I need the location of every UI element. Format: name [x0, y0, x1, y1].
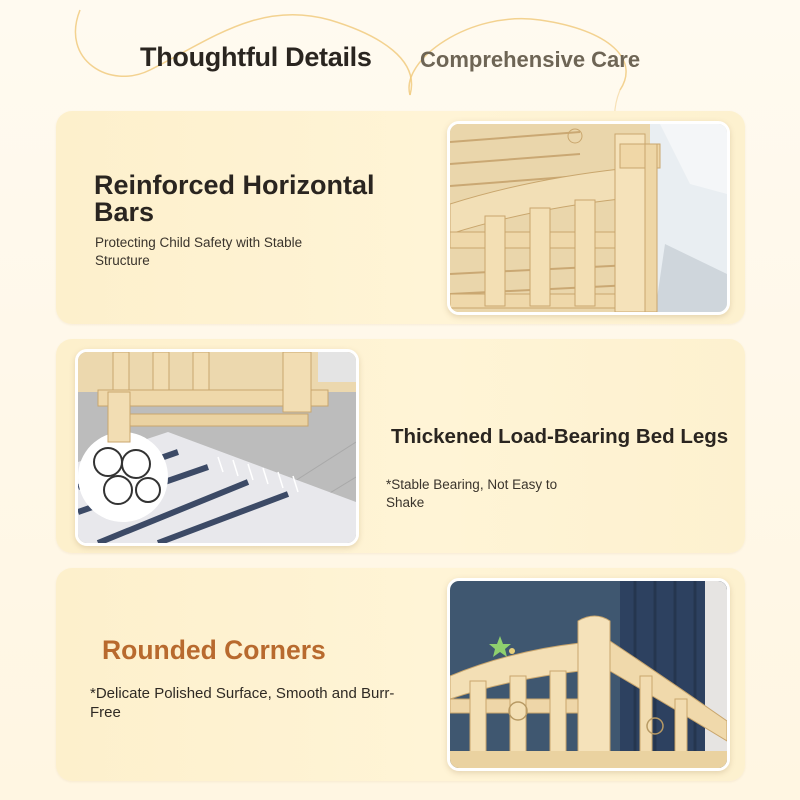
feature-description: Protecting Child Safety with Stable Structure — [95, 235, 303, 269]
bed-rail-corner-photo — [447, 121, 730, 315]
page-subtitle: Comprehensive Care — [420, 47, 641, 72]
feature-description: *Delicate Polished Surface, Smooth and Burr-Free — [90, 685, 395, 721]
bed-legs-on-rug-photo — [75, 349, 359, 546]
header — [0, 42, 800, 82]
rounded-headboard-photo — [447, 578, 730, 771]
feature-title: Thickened Load-Bearing Bed Legs — [391, 425, 729, 448]
feature-description: *Stable Bearing, Not Easy to Shake — [386, 477, 558, 511]
feature-card-rounded-corners — [56, 568, 745, 781]
feature-title: Rounded Corners — [102, 635, 326, 665]
page-title: Thoughtful Details — [140, 42, 372, 72]
feature-title: Reinforced Horizontal Bars — [94, 170, 375, 227]
feature-card-horizontal-bars — [56, 111, 745, 324]
feature-card-bed-legs — [56, 339, 745, 553]
